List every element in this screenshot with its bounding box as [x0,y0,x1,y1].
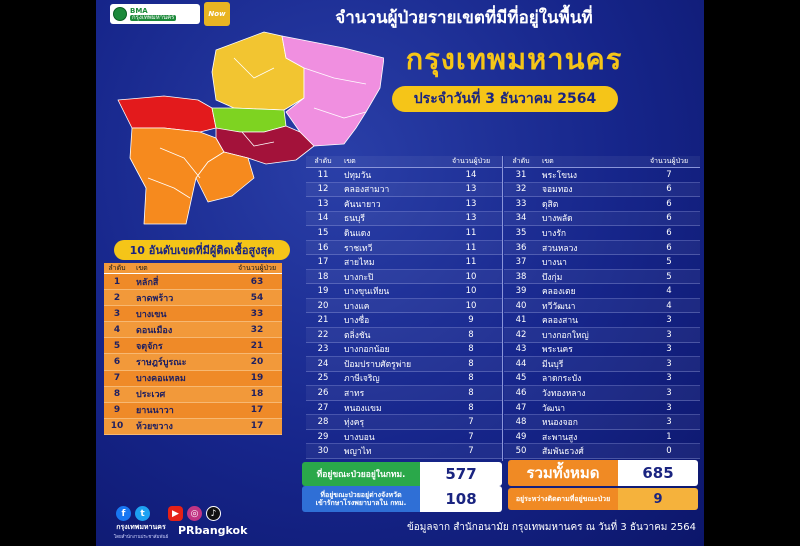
count-cell: 7 [468,446,474,457]
district-cell: ภาษีเจริญ [344,374,380,385]
count-cell: 3 [666,315,672,326]
rank-cell: 29 [317,431,329,442]
count-cell: 3 [666,344,672,355]
count-cell: 54 [250,292,264,303]
col-rank: ลำดับ [108,263,126,272]
data-source-note: ข้อมูลจาก สำนักอนามัย กรุงเทพมหานคร ณ วันที่ 3 ธันวาคม 2564 [406,522,696,533]
table-row [504,328,700,343]
count-cell: 14 [465,169,477,180]
top10-header [104,263,282,274]
summary-in-bangkok-value: 577 [420,462,502,486]
rank-cell: 30 [317,446,329,457]
district-cell: บางเขน [136,309,167,320]
table-row [306,372,502,387]
district-cell: พญาไท [344,447,372,458]
count-cell: 6 [666,227,672,238]
youtube-icon[interactable]: ▶ [168,506,183,521]
district-cell: ดุสิต [542,199,559,210]
summary-other-province-label [302,486,420,512]
count-cell: 1 [666,431,672,442]
top10-table [104,263,282,435]
rank-cell: 21 [317,315,329,326]
table-row [504,168,700,183]
count-cell: 3 [666,387,672,398]
table-row [504,183,700,198]
table-row [306,270,502,285]
rank-cell: 16 [317,242,329,253]
district-cell: พระโขนง [542,170,578,181]
district-cell: สะพานสูง [542,432,578,443]
rank-cell: 40 [515,300,527,311]
summary-other-line2: เข้ารักษาโรงพยาบาลใน กทม. [315,499,407,507]
instagram-icon[interactable]: ◎ [187,506,202,521]
table-row [504,401,700,416]
count-cell: 11 [465,242,477,253]
rank-cell: 25 [317,373,329,384]
col-count: จำนวนผู้ป่วย [451,157,491,165]
rank-cell: 50 [515,446,527,457]
table-row [306,255,502,270]
count-cell: 7 [468,417,474,428]
table-row [504,255,700,270]
count-cell: 7 [666,169,672,180]
count-cell: 6 [666,242,672,253]
table-row [504,270,700,285]
col-district: เขต [542,157,554,165]
table-row [504,284,700,299]
rank-cell: 9 [113,405,121,416]
district-cell: คลองสาน [542,316,578,327]
count-cell: 8 [468,387,474,398]
district-cell: บึงกุ่ม [542,272,563,283]
logo-bottom-text: กรุงเทพมหานคร [132,13,175,21]
table-row [306,226,502,241]
table-row [306,313,502,328]
district-cell: ยานนาวา [136,406,174,417]
rank-cell: 41 [515,315,527,326]
table-row [306,212,502,227]
table-row [306,328,502,343]
district-cell: สัมพันธวงศ์ [542,447,584,458]
rank-cell: 13 [317,198,329,209]
district-cell: ราชเทวี [344,243,373,254]
table-a-header [306,156,502,168]
table-row [504,212,700,227]
district-cell: จอมทอง [542,185,573,196]
summary-other-line1: ที่อยู่ขณะป่วยอยู่ต่างจังหวัด [320,490,402,499]
count-cell: 10 [465,300,477,311]
summary-pending [508,488,698,510]
summary-total-value: 685 [618,460,698,486]
col-count: จำนวนผู้ป่วย [649,157,689,165]
district-cell: บางนา [542,258,567,269]
rank-cell: 6 [113,357,121,368]
count-cell: 13 [465,198,477,209]
table-row [504,343,700,358]
rank-cell: 7 [113,373,121,384]
tiktok-icon[interactable]: ♪ [206,506,221,521]
district-cell: มีนบุรี [542,359,564,370]
table-row [306,343,502,358]
district-cell: บางแค [344,301,370,312]
rank-cell: 35 [515,227,527,238]
rank-cell: 17 [317,257,329,268]
rank-cell: 48 [515,417,527,428]
pr-handle[interactable]: PRbangkok [178,524,248,537]
district-cell: คลองเตย [542,287,576,298]
facebook-icon[interactable]: f [116,506,131,521]
rank-cell: 36 [515,242,527,253]
district-cell: ห้วยขวาง [136,422,173,433]
count-cell: 8 [468,344,474,355]
summary-pending-value: 9 [618,488,698,510]
summary-total-label: รวมทั้งหมด [508,460,618,486]
district-cell: บางกะปิ [344,272,374,283]
rank-cell: 39 [515,286,527,297]
report-date: ประจำวันที่ 3 ธันวาคม 2564 [392,86,618,112]
district-cell: ลาดพร้าว [136,293,174,304]
rank-cell: 10 [110,421,124,432]
bma-seal-icon [113,7,127,21]
table-row [104,322,282,338]
table-row [306,430,502,445]
district-cell: หลักสี่ [136,277,159,288]
district-cell: บางกอกใหญ่ [542,330,589,341]
count-cell: 17 [250,405,264,416]
district-cell: บางคอแหลม [136,374,186,385]
district-cell: ลาดกระบัง [542,374,582,385]
logo-top-text: BMA [130,6,148,15]
district-cell: ตลิ่งชัน [344,330,371,341]
table-row [104,354,282,370]
district-cell: สวนหลวง [542,243,578,254]
district-cell: คันนายาว [344,199,381,210]
count-cell: 10 [465,286,477,297]
rank-cell: 8 [113,389,121,400]
rank-cell: 47 [515,402,527,413]
summary-in-bangkok-label: ที่อยู่ขณะป่วยอยู่ในกทม. [302,462,420,486]
table-row [306,357,502,372]
count-cell: 3 [666,358,672,369]
table-row [504,386,700,401]
table-row [504,415,700,430]
table-row [306,415,502,430]
district-cell: ปทุมวัน [344,170,372,181]
bma-logo [110,4,200,24]
district-cell: หนองจอก [542,418,578,429]
table-row [306,183,502,198]
count-cell: 8 [468,329,474,340]
table-row [104,403,282,419]
twitter-icon[interactable]: t [135,506,150,521]
table-row [306,197,502,212]
rank-cell: 32 [515,184,527,195]
district-cell: บางกอกน้อย [344,345,390,356]
rank-cell: 1 [113,276,121,287]
count-cell: 19 [250,373,264,384]
table-row [306,444,502,459]
rank-cell: 37 [515,257,527,268]
rank-cell: 24 [317,358,329,369]
rank-cell: 28 [317,417,329,428]
table-row [306,386,502,401]
table-row [104,419,282,435]
table-row [306,284,502,299]
district-cell: ทวีวัฒนา [542,301,576,312]
count-cell: 17 [250,421,264,432]
district-cell: ทุ่งครุ [344,418,365,429]
district-table-31-50 [504,156,700,459]
count-cell: 3 [666,417,672,428]
rank-cell: 44 [515,358,527,369]
rank-cell: 33 [515,198,527,209]
table-row [306,299,502,314]
count-cell: 32 [250,324,264,335]
table-row [306,241,502,256]
count-cell: 10 [465,271,477,282]
table-row [504,430,700,445]
rank-cell: 43 [515,344,527,355]
district-cell: บางขุนเทียน [344,287,390,298]
map-region-central [212,108,286,132]
count-cell: 3 [666,402,672,413]
table-row [104,306,282,322]
count-cell: 3 [666,329,672,340]
summary-total [508,460,698,486]
count-cell: 20 [250,357,264,368]
rank-cell: 42 [515,329,527,340]
table-divider [502,156,503,461]
col-district: เขต [344,157,356,165]
rank-cell: 38 [515,271,527,282]
table-row [306,168,502,183]
rank-cell: 11 [317,169,329,180]
table-row [504,313,700,328]
district-table-11-30 [306,156,502,459]
top10-title: 10 อันดับเขตที่มีผู้ติดเชื้อสูงสุด [114,240,290,260]
count-cell: 6 [666,213,672,224]
rank-cell: 27 [317,402,329,413]
count-cell: 33 [250,308,264,319]
district-cell: สายไหม [344,258,375,269]
rank-cell: 26 [317,387,329,398]
org-subtitle: โดยสำนักงานประชาสัมพันธ์ [113,535,169,540]
district-cell: บางพลัด [542,214,573,225]
count-cell: 8 [468,358,474,369]
count-cell: 11 [465,227,477,238]
district-cell: จตุจักร [136,341,163,352]
district-cell: ประเวศ [136,390,166,401]
col-district: เขต [136,263,148,272]
summary-pending-label: อยู่ระหว่างติดตามที่อยู่ขณะป่วย [508,488,618,510]
col-rank: ลำดับ [512,157,530,165]
org-name: กรุงเทพมหานคร [116,523,166,531]
count-cell: 4 [666,300,672,311]
table-row [104,290,282,306]
count-cell: 11 [465,257,477,268]
count-cell: 8 [468,373,474,384]
count-cell: 6 [666,198,672,209]
summary-in-bangkok [302,462,502,486]
table-row [504,226,700,241]
district-cell: บางรัก [542,228,567,239]
rank-cell: 22 [317,329,329,340]
title-line1: จำนวนผู้ป่วยรายเขตที่มีที่อยู่ในพื้นที่ [335,8,593,28]
count-cell: 9 [468,315,474,326]
rank-cell: 2 [113,292,121,303]
social-icons [116,506,221,521]
table-row [504,357,700,372]
count-cell: 63 [250,276,264,287]
district-cell: สาทร [344,388,365,399]
count-cell: 13 [465,213,477,224]
district-cell: คลองสามวา [344,185,390,196]
rank-cell: 49 [515,431,527,442]
district-cell: บางบอน [344,432,375,443]
count-cell: 5 [666,271,672,282]
rank-cell: 19 [317,286,329,297]
table-row [504,241,700,256]
rank-cell: 46 [515,387,527,398]
rank-cell: 20 [317,300,329,311]
district-cell: วัฒนา [542,403,566,414]
rank-cell: 18 [317,271,329,282]
count-cell: 0 [666,446,672,457]
count-cell: 6 [666,184,672,195]
rank-cell: 4 [113,324,121,335]
district-cell: หนองแขม [344,403,382,414]
count-cell: 8 [468,402,474,413]
district-cell: ดินแดง [344,228,371,239]
table-row [104,387,282,403]
count-cell: 5 [666,257,672,268]
rank-cell: 3 [113,308,121,319]
map-region-west [118,96,216,132]
table-b-header [504,156,700,168]
district-cell: ราษฎร์บูรณะ [136,358,187,369]
table-row [504,197,700,212]
count-cell: 18 [250,389,264,400]
district-cell: ดอนเมือง [136,325,173,336]
district-cell: วังทองหลาง [542,388,586,399]
rank-cell: 23 [317,344,329,355]
col-count: จำนวนผู้ป่วย [237,263,277,272]
rank-cell: 14 [317,213,329,224]
district-cell: ธนบุรี [344,214,365,225]
district-cell: ป้อมปราบศัตรูพ่าย [344,359,412,370]
infographic-poster [96,0,704,546]
table-row [104,274,282,290]
table-row [504,372,700,387]
rank-cell: 15 [317,227,329,238]
rank-cell: 34 [515,213,527,224]
table-row [504,299,700,314]
title-line2: กรุงเทพมหานคร [405,42,623,76]
table-row [104,338,282,354]
col-rank: ลำดับ [314,157,332,165]
rank-cell: 12 [317,184,329,195]
count-cell: 13 [465,184,477,195]
count-cell: 21 [250,340,264,351]
rank-cell: 45 [515,373,527,384]
rank-cell: 31 [515,169,527,180]
district-cell: พระนคร [542,345,573,356]
summary-other-province-value: 108 [420,486,502,512]
summary-other-province [302,486,502,512]
count-cell: 3 [666,373,672,384]
district-cell: บางซื่อ [344,316,370,327]
now-badge: Now [204,2,230,26]
rank-cell: 5 [113,340,121,351]
count-cell: 4 [666,286,672,297]
table-row [306,401,502,416]
count-cell: 7 [468,431,474,442]
table-row [504,444,700,459]
table-row [104,371,282,387]
